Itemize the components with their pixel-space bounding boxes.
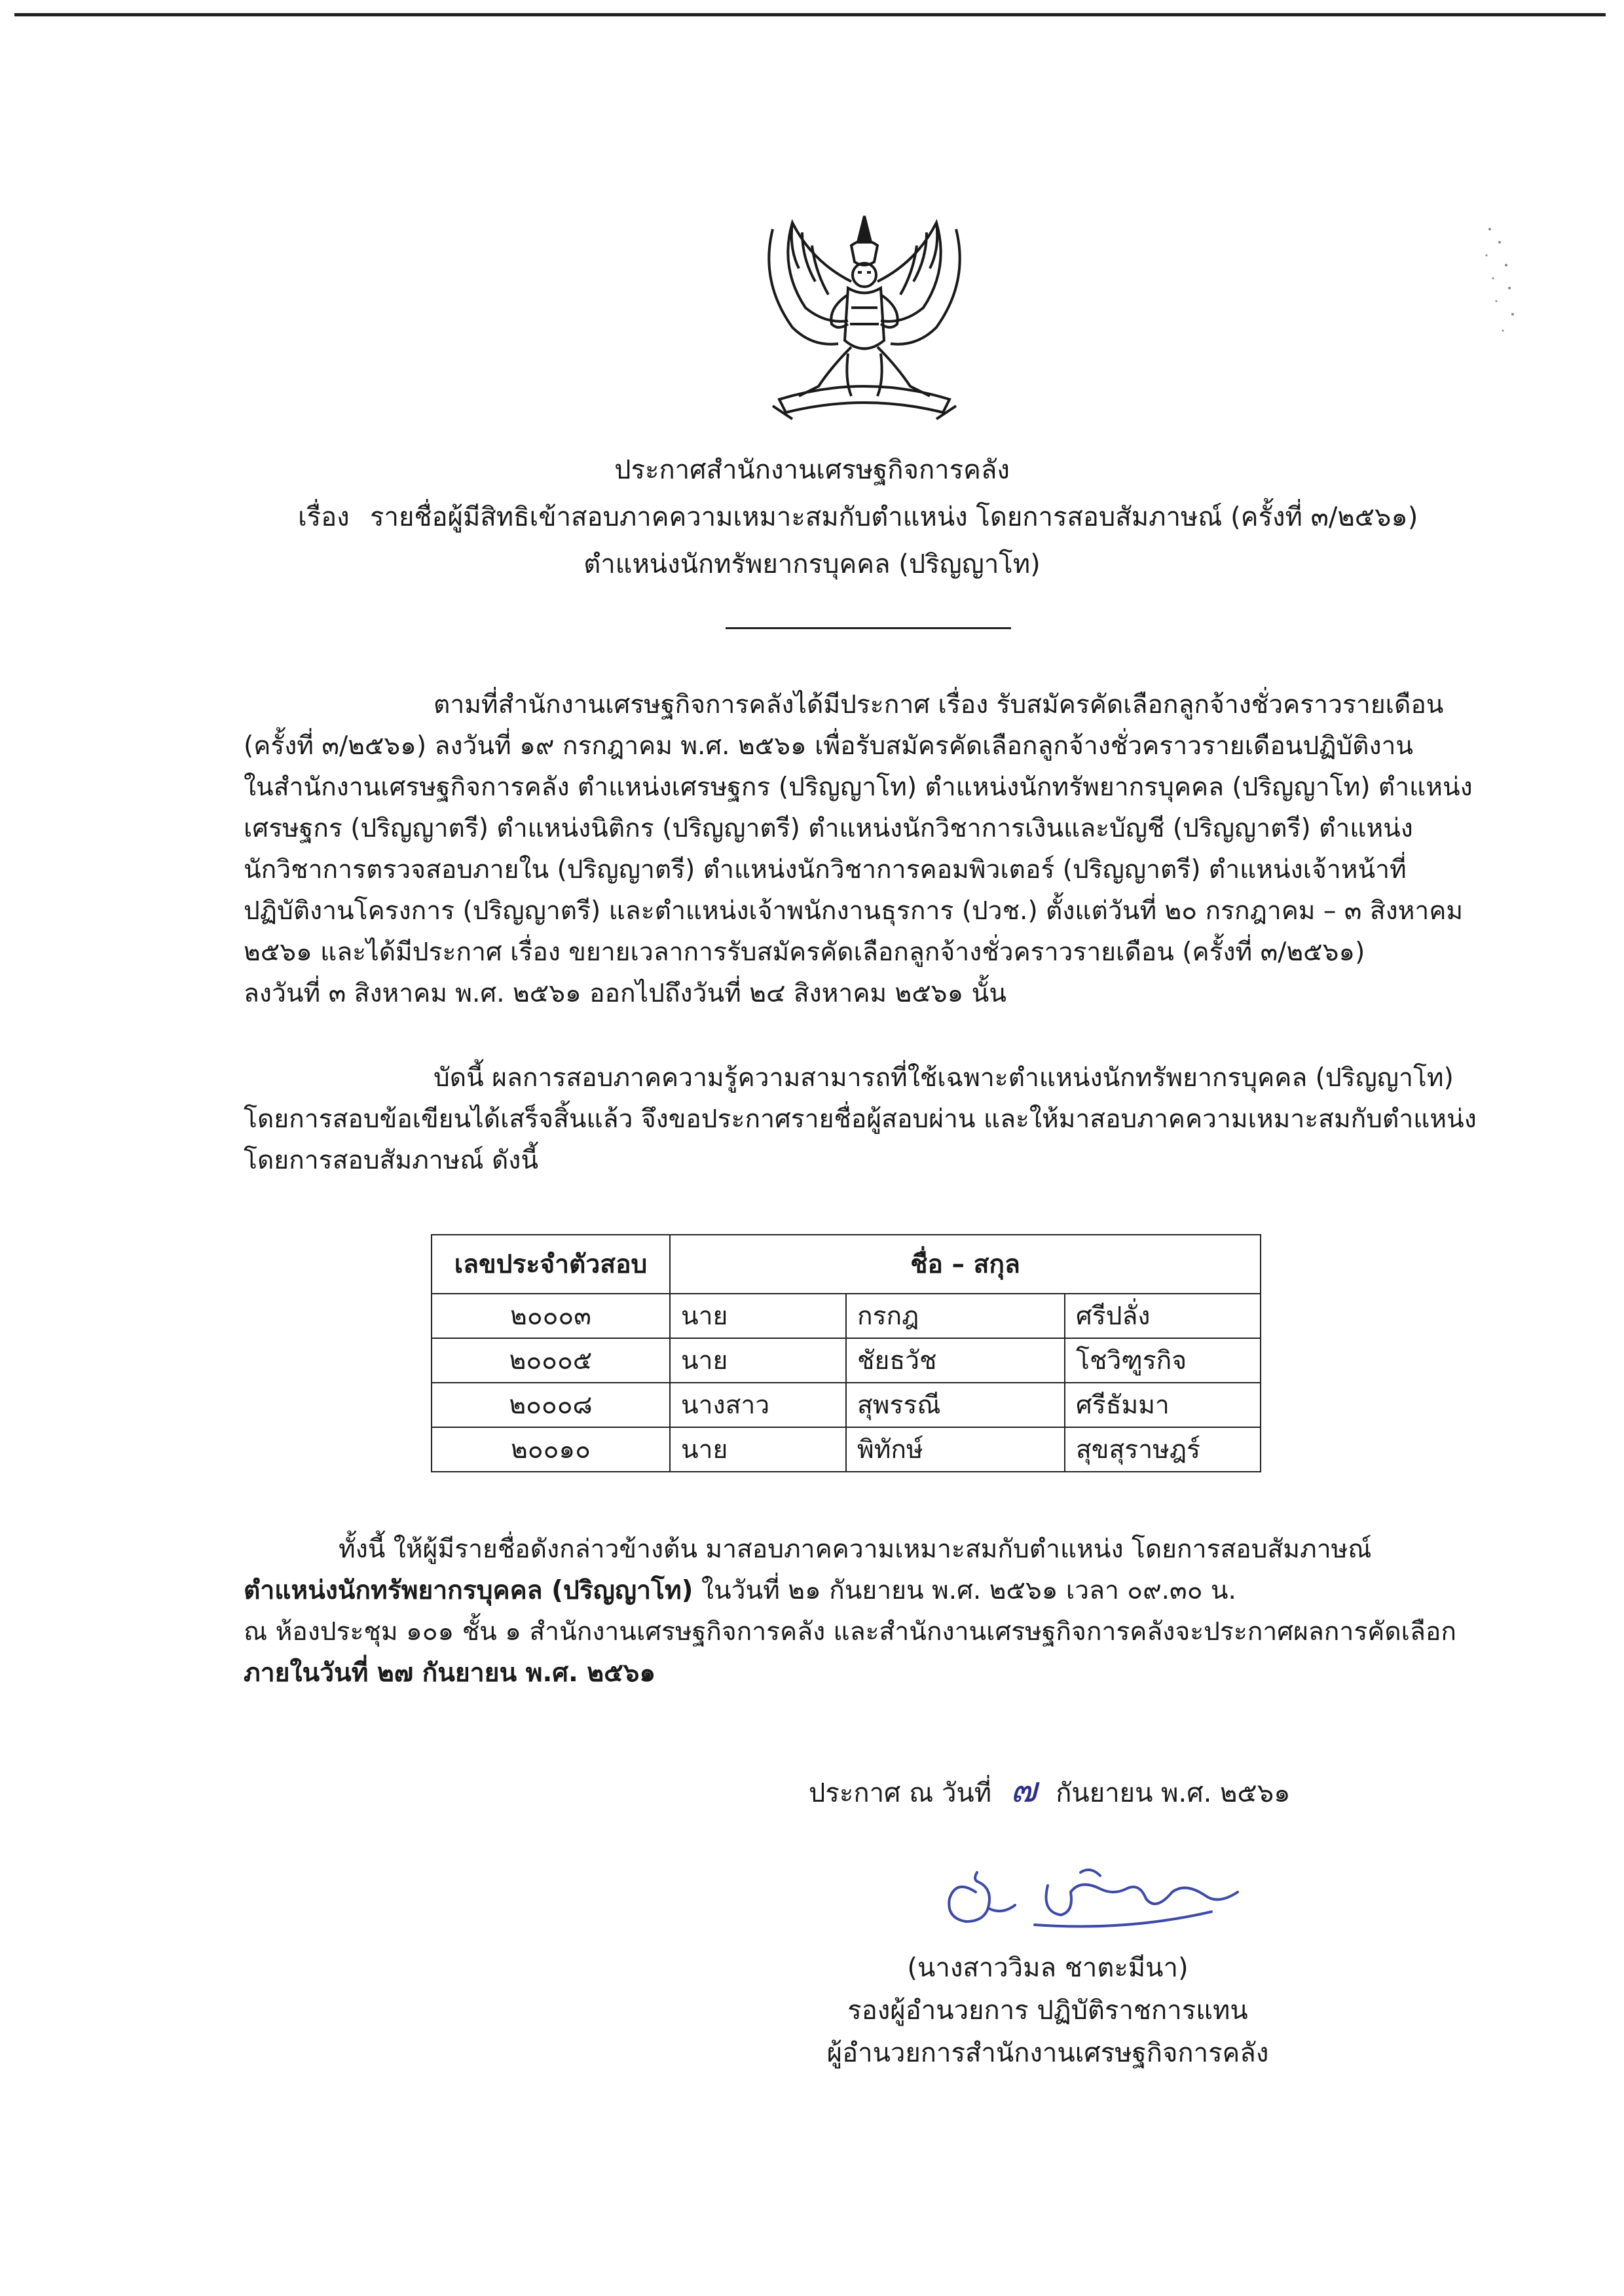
name-prefix-cell: นางสาว [670,1383,846,1427]
paragraph-line: ณ ห้องประชุม ๑๐๑ ชั้น ๑ สำนักงานเศรษฐกิจการคลัง และสำนักงานเศรษฐกิจการคลังจะประกาศผลการคัดเลือก [244,1617,1456,1647]
announcement-subject [298,498,1418,537]
result-deadline-bold: ภายในวันที่ ๒๗ กันยายน พ.ศ. ๒๕๖๑ [244,1658,656,1688]
paragraph-line: ๒๕๖๑ และได้มีประกาศ เรื่อง ขยายเวลาการรับสมัครคัดเลือกลูกจ้างชั่วคราวรายเดือน (ครั้งที่ ๓/๒๕๖๑) [244,938,1365,967]
paragraph-line: โดยการสอบสัมภาษณ์ ดังนี้ [244,1146,539,1175]
last-name-cell: โชวิฑูรกิจ [1065,1338,1261,1383]
table-header-row [432,1235,1261,1294]
dateline-prefix: ประกาศ ณ วันที่ [809,1778,992,1808]
signatory-name: (นางสาววิมล ชาตะมีนา) [907,1953,1189,1983]
subject-text: รายชื่อผู้มีสิทธิเข้าสอบภาคความเหมาะสมกับตำแหน่ง โดยการสอบสัมภาษณ์ (ครั้งที่ ๓/๒๕๖๑) [370,502,1418,532]
signatory-position: รองผู้อำนวยการ ปฏิบัติราชการแทน [847,1995,1248,2026]
position-name-bold: ตำแหน่งนักทรัพยากรบุคคล (ปริญญาโท) [244,1576,693,1605]
name-prefix-cell: นาย [670,1294,846,1338]
announcement-dateline [809,1761,1290,1817]
exam-id-cell: ๒๐๐๐๓ [432,1294,670,1338]
paragraph-line: ทั้งนี้ ให้ผู้มีรายชื่อดังกล่าวข้างต้น มาสอบภาคความเหมาะสมกับตำแหน่ง โดยการสอบสัมภาษณ์ [339,1535,1372,1564]
paragraph-line [244,1570,1468,1611]
last-name-cell: ศรีปลั่ง [1065,1294,1261,1338]
paragraph-line: เศรษฐกร (ปริญญาตรี) ตำแหน่งนิติกร (ปริญญาตรี) ตำแหน่งนักวิชาการเงินและบัญชี (ปริญญาตรี) ตำแหน่ง [244,814,1413,843]
paragraph-line: นักวิชาการตรวจสอบภายใน (ปริญญาตรี) ตำแหน่งนักวิชาการคอมพิวเตอร์ (ปริญญาตรี) ตำแหน่งเจ้าหน้าที่ [244,855,1407,884]
dateline-suffix: กันยายน พ.ศ. ๒๕๖๑ [1056,1778,1291,1808]
table-row [432,1294,1261,1338]
paragraph-line: บัดนี้ ผลการสอบภาคความรู้ความสามารถที่ใช้เฉพาะตำแหน่งนักทรัพยากรบุคคล (ปริญญาโท) [434,1063,1454,1093]
scan-noise-marks [1477,216,1522,347]
last-name-cell: สุขสุราษฎร์ [1065,1427,1261,1472]
first-name-cell: สุพรรณี [846,1383,1065,1427]
name-prefix-cell: นาย [670,1338,846,1383]
subject-label: เรื่อง [298,502,350,532]
announcement-subtitle: ตำแหน่งนักทรัพยากรบุคคล (ปริญญาโท) [583,549,1041,579]
paragraph-line: (ครั้งที่ ๓/๒๕๖๑) ลงวันที่ ๑๙ กรกฎาคม พ.ศ. ๒๕๖๑ เพื่อรับสมัครคัดเลือกลูกจ้างชั่วคราวรายเดือนปฏิบัติงาน [244,731,1414,761]
paragraph-line: ในสำนักงานเศรษฐกิจการคลัง ตำแหน่งเศรษฐกร (ปริญญาโท) ตำแหน่งนักทรัพยากรบุคคล (ปริญญาโท) ตำแหน่ง [244,773,1473,802]
paragraph-results [244,1057,1477,1181]
table-row [432,1338,1261,1383]
table-row [432,1427,1261,1472]
title-underline [726,627,1011,629]
first-name-cell: ชัยธวัช [846,1338,1065,1383]
paragraph-line: ลงวันที่ ๓ สิงหาคม พ.ศ. ๒๕๖๑ ออกไปถึงวันที่ ๒๔ สิงหาคม ๒๕๖๑ นั้น [244,979,1006,1008]
paragraph-background [244,684,1473,1014]
first-name-cell: พิทักษ์ [846,1427,1065,1472]
handwritten-day: ๗ [1010,1769,1037,1810]
first-name-cell: กรกฎ [846,1294,1065,1338]
interview-date-text: ในวันที่ ๒๑ กันยายน พ.ศ. ๒๕๖๑ เวลา ๐๙.๓๐ น. [693,1576,1236,1605]
header-full-name: ชื่อ – สกุล [670,1235,1261,1294]
candidate-table [431,1234,1261,1472]
exam-id-cell: ๒๐๐๐๘ [432,1383,670,1427]
paragraph-line: ปฏิบัติงานโครงการ (ปริญญาตรี) และตำแหน่งเจ้าพนักงานธุรการ (ปวช.) ตั้งแต่วันที่ ๒๐ กรกฎาคม – ๓ สิงหาคม [244,896,1464,926]
handwritten-signature-icon [930,1853,1257,1938]
exam-id-cell: ๒๐๐๑๐ [432,1427,670,1472]
paragraph-line: ตามที่สำนักงานเศรษฐกิจการคลังได้มีประกาศ เรื่อง รับสมัครคัดเลือกลูกจ้างชั่วคราวรายเดือน [434,690,1444,720]
announcement-title: ประกาศสำนักงานเศรษฐกิจการคลัง [614,455,1010,485]
table-row [432,1383,1261,1427]
signatory-organization: ผู้อำนวยการสำนักงานเศรษฐกิจการคลัง [826,2038,1269,2068]
top-border-line [14,13,1606,16]
last-name-cell: ศรีธัมมา [1065,1383,1261,1427]
garuda-emblem-icon [753,210,976,426]
paragraph-instructions [244,1529,1468,1694]
paragraph-line: โดยการสอบข้อเขียนได้เสร็จสิ้นแล้ว จึงขอประกาศรายชื่อผู้สอบผ่าน และให้มาสอบภาคความเหมาะสมกับตำแหน่ง [244,1104,1477,1134]
header-exam-id: เลขประจำตัวสอบ [432,1235,670,1294]
exam-id-cell: ๒๐๐๐๕ [432,1338,670,1383]
name-prefix-cell: นาย [670,1427,846,1472]
